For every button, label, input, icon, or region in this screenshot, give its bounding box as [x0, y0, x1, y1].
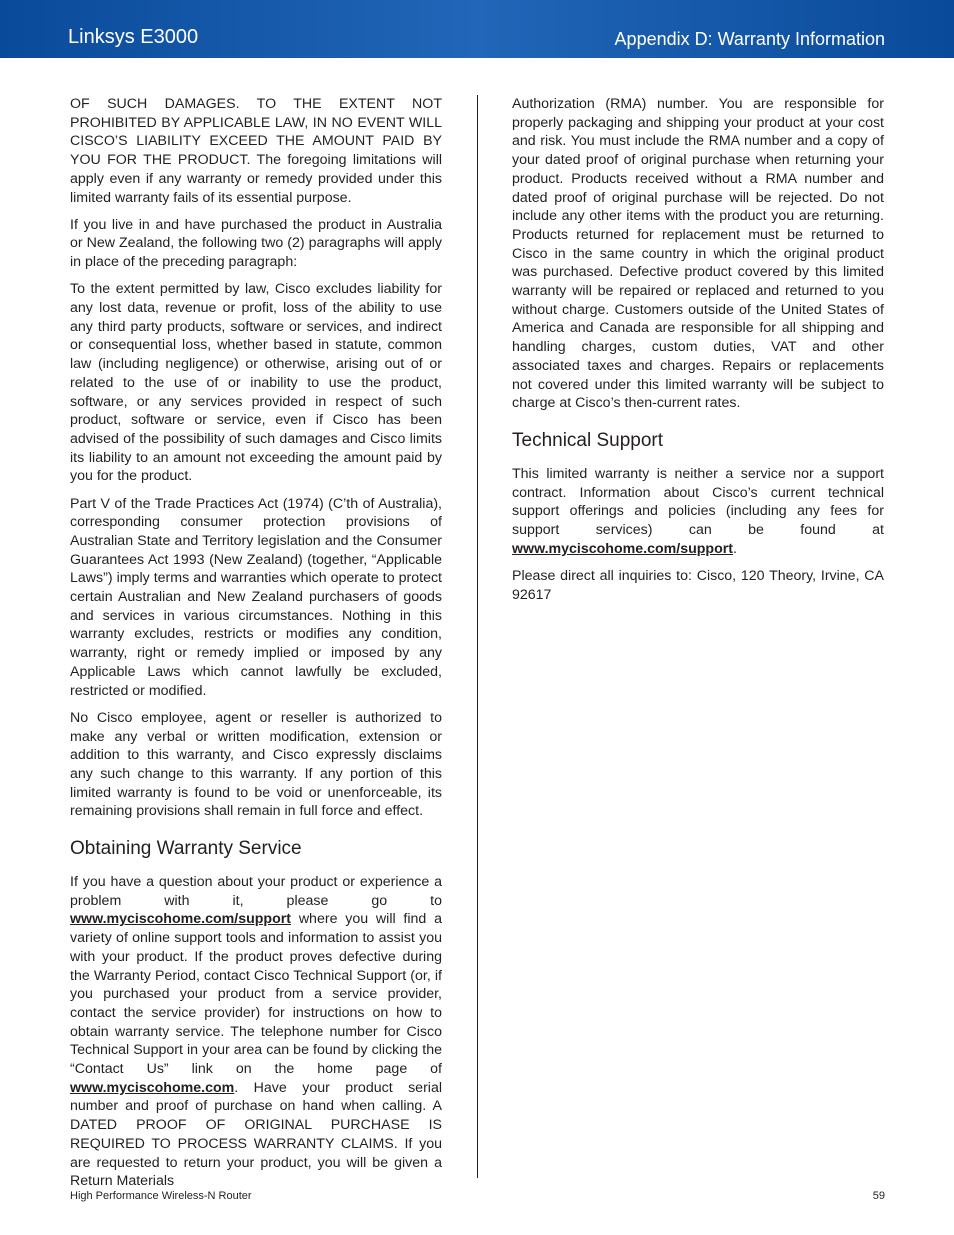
paragraph — [512, 465, 884, 559]
column-divider — [477, 95, 478, 1178]
paragraph: Authorization (RMA) number. You are responsible for properly packaging and shipping your product at your cost and risk. You must include the RMA number and a copy of your dated proof of original purchase when returning your product. Products received without a RMA number and dated proof of original purchase will be rejected. Do not include any other items with the product you are returning. Products returned for replacement must be returned to Cisco in the same country in which the original product was purchased. Defective product covered by this limited warranty will be repaired or replaced and returned to you without charge. Customers outside of the United States of America and Canada are responsible for all shipping and handling charges, custom duties, VAT and other associated taxes and charges. Repairs or replacements not covered under this limited warranty will be subject to charge at Cisco’s then-current rates. — [512, 96, 884, 412]
right-column — [512, 95, 884, 613]
left-column — [70, 95, 442, 1199]
text-run: where you will find a variety of online support tools and information to assist you with your product. If the product proves defective during the Warranty Period, contact Cisco Technical Support (or, if you purchased your product from a service provider, contact the service provider) for instructions on how to obtain warranty service. The telephone number for Cisco Technical Support in your area can be found by clicking the “Contact Us” link on the home page of — [70, 911, 442, 1078]
product-title: Linksys E3000 — [68, 26, 199, 48]
paragraph: Please direct all inquiries to: Cisco, 120 Theory, Irvine, CA 92617 — [512, 567, 884, 603]
page-header — [0, 0, 954, 58]
section-title: Appendix D: Warranty Information — [614, 29, 885, 49]
paragraph: To the extent permitted by law, Cisco excludes liability for any lost data, revenue or profit, loss of the ability to use any third party products, software or services, and indirect or consequential loss, whether based in statute, common law (including negligence) or otherwise, arising out of or related to the use of or inability to use the product, software, or any services provided in respect of such product, software or service, even if Cisco has been advised of the possibility of such damages and Cisco limits its liability to an amount not exceeding the amount paid by you for the product. — [70, 281, 442, 485]
footer-product-name: High Performance Wireless-N Router — [70, 1190, 252, 1202]
paragraph: OF SUCH DAMAGES. TO THE EXTENT NOT PROHIBITED BY APPLICABLE LAW, IN NO EVENT WILL CISCO’S LIABILITY EXCEED THE AMOUNT PAID BY YOU FOR THE PRODUCT. The foregoing limitations will apply even if any warranty or remedy provided under this limited warranty fails of its essential purpose. — [70, 96, 442, 206]
text-run: If you have a question about your product or experience a problem with it, please go to — [70, 874, 442, 909]
paragraph: Part V of the Trade Practices Act (1974) (C’th of Australia), corresponding consumer protection provisions of Australian State and Territory legislation and the Consumer Guarantees Act 1993 (New Zealand) (together, “Applicable Laws”) imply terms and warranties which operate to protect certain Australian and New Zealand purchasers of goods and services in various circumstances. Nothing in this warranty excludes, restricts or modifies any condition, warranty, right or remedy implied or imposed by any Applicable Laws which cannot lawfully be excluded, restricted or modified. — [70, 495, 442, 699]
paragraph: If you live in and have purchased the product in Australia or New Zealand, the following two (2) paragraphs will apply in place of the preceding paragraph: — [70, 216, 442, 271]
support-link[interactable]: www.myciscohome.com/support — [512, 540, 734, 557]
text-run: . — [733, 540, 737, 557]
section-heading-technical-support: Technical Support — [512, 429, 664, 451]
page-number: 59 — [872, 1190, 885, 1202]
text-run: . Have your product serial number and proof of purchase on hand when calling. A DATED PROOF OF ORIGINAL PURCHASE IS REQUIRED TO PROCESS WARRANTY CLAIMS. If you are requested to return your product, you will be given a Return Materials — [70, 1079, 442, 1190]
section-heading-warranty-service: Obtaining Warranty Service — [70, 838, 302, 860]
home-link[interactable]: www.myciscohome.com — [70, 1079, 235, 1096]
text-run: This limited warranty is neither a service nor a support contract. Information about Cisco’s current technical support offerings and policies (including any fees for support services) can be found at — [512, 465, 884, 539]
support-link[interactable]: www.myciscohome.com/support — [70, 911, 292, 928]
paragraph: No Cisco employee, agent or reseller is authorized to make any verbal or written modification, extension or addition to this warranty, and Cisco expressly disclaims any such change to this warranty. If any portion of this limited warranty is found to be void or unenforceable, its remaining provisions shall remain in full force and effect. — [70, 709, 442, 820]
paragraph — [70, 873, 442, 1191]
